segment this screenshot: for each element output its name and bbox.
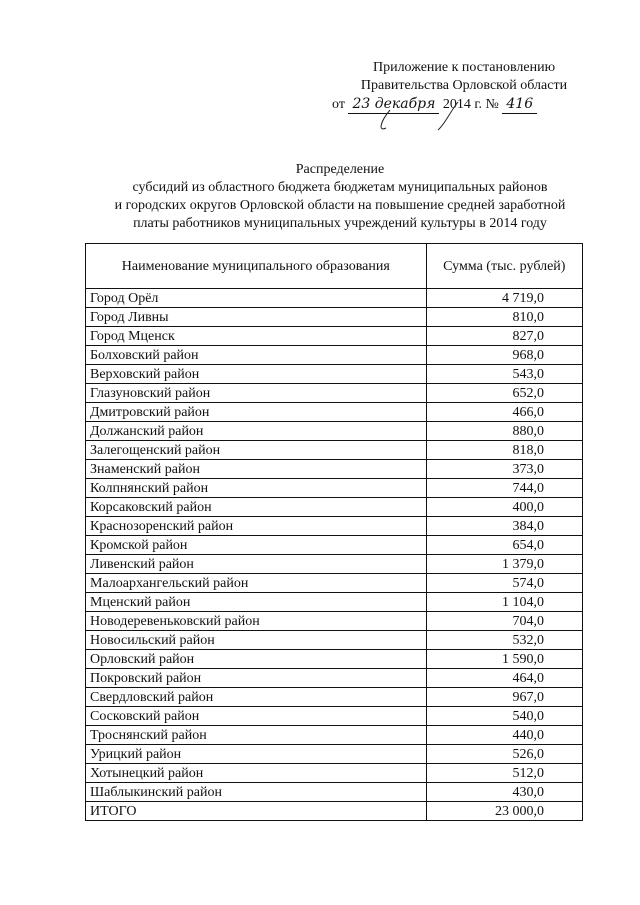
header-number-label: № <box>485 97 499 112</box>
row-name: Залегощенский район <box>86 441 427 460</box>
row-name: Колпнянский район <box>86 479 427 498</box>
table-row <box>86 365 583 384</box>
row-sum: 540,0 <box>426 707 582 726</box>
row-sum: 968,0 <box>426 346 582 365</box>
row-sum: 466,0 <box>426 403 582 422</box>
col-header-name: Наименование муниципального образования <box>86 244 427 289</box>
title-line-1: Распределение <box>295 162 385 177</box>
row-sum: 827,0 <box>426 327 582 346</box>
row-name: Шаблыкинский район <box>86 783 427 802</box>
table-row <box>86 479 583 498</box>
row-sum: 373,0 <box>426 460 582 479</box>
table-row <box>86 574 583 593</box>
row-name: Кромской район <box>86 536 427 555</box>
row-sum: 532,0 <box>426 631 582 650</box>
table-row <box>86 593 583 612</box>
row-name: Знаменский район <box>86 460 427 479</box>
subsidy-table <box>85 243 583 821</box>
row-name: Дмитровский район <box>86 403 427 422</box>
table-row <box>86 441 583 460</box>
row-sum: 810,0 <box>426 308 582 327</box>
table-row <box>86 308 583 327</box>
row-sum: 967,0 <box>426 688 582 707</box>
header-date-line <box>332 95 604 114</box>
header-year: 2014 г. <box>442 97 483 112</box>
total-sum: 23 000,0 <box>426 802 582 821</box>
header-line-1: Приложение к постановлению <box>372 60 556 75</box>
row-sum: 384,0 <box>426 517 582 536</box>
table-row <box>86 517 583 536</box>
table-row <box>86 612 583 631</box>
handwritten-date: 23 декабря <box>348 95 439 114</box>
table-row <box>86 669 583 688</box>
table-row <box>86 631 583 650</box>
row-sum: 4 719,0 <box>426 289 582 308</box>
row-name: Свердловский район <box>86 688 427 707</box>
table-row <box>86 650 583 669</box>
table-row <box>86 783 583 802</box>
row-name: Малоархангельский район <box>86 574 427 593</box>
row-name: Глазуновский район <box>86 384 427 403</box>
title-line-4: платы работников муниципальных учреждений культуры в 2014 году <box>133 216 547 231</box>
row-sum: 654,0 <box>426 536 582 555</box>
row-sum: 704,0 <box>426 612 582 631</box>
table-row <box>86 327 583 346</box>
title-line-2: субсидий из областного бюджета бюджетам муниципальных районов <box>132 180 548 195</box>
row-name: Сосковский район <box>86 707 427 726</box>
col-header-sum: Сумма (тыс. рублей) <box>426 244 582 289</box>
row-sum: 512,0 <box>426 764 582 783</box>
table-total-row <box>86 802 583 821</box>
row-name: Троснянский район <box>86 726 427 745</box>
handwritten-number: 416 <box>502 95 537 114</box>
title-line-3: и городских округов Орловской области на повышение средней заработной <box>114 198 566 213</box>
row-name: Ливенский район <box>86 555 427 574</box>
row-name: Мценский район <box>86 593 427 612</box>
row-sum: 818,0 <box>426 441 582 460</box>
table-row <box>86 460 583 479</box>
row-name: Корсаковский район <box>86 498 427 517</box>
table-header-row <box>86 244 583 289</box>
row-sum: 400,0 <box>426 498 582 517</box>
table-row <box>86 289 583 308</box>
header-line-2: Правительства Орловской области <box>360 78 568 93</box>
row-sum: 526,0 <box>426 745 582 764</box>
table-row <box>86 745 583 764</box>
row-name: Верховский район <box>86 365 427 384</box>
table-row <box>86 726 583 745</box>
table-row <box>86 403 583 422</box>
table-row <box>86 346 583 365</box>
row-sum: 1 379,0 <box>426 555 582 574</box>
row-name: Урицкий район <box>86 745 427 764</box>
row-sum: 574,0 <box>426 574 582 593</box>
table-row <box>86 707 583 726</box>
row-name: Новодеревеньковский район <box>86 612 427 631</box>
row-sum: 1 590,0 <box>426 650 582 669</box>
row-name: Орловский район <box>86 650 427 669</box>
table-row <box>86 384 583 403</box>
table-row <box>86 422 583 441</box>
row-name: Новосильский район <box>86 631 427 650</box>
row-name: Покровский район <box>86 669 427 688</box>
row-sum: 744,0 <box>426 479 582 498</box>
row-name: Город Мценск <box>86 327 427 346</box>
row-sum: 880,0 <box>426 422 582 441</box>
row-name: Болховский район <box>86 346 427 365</box>
table-row <box>86 764 583 783</box>
row-name: Город Орёл <box>86 289 427 308</box>
row-sum: 464,0 <box>426 669 582 688</box>
document-title <box>80 161 600 233</box>
table-row <box>86 555 583 574</box>
table-row <box>86 498 583 517</box>
header-ot: от <box>332 97 345 112</box>
total-label: ИТОГО <box>86 802 427 821</box>
row-sum: 652,0 <box>426 384 582 403</box>
row-sum: 543,0 <box>426 365 582 384</box>
row-name: Должанский район <box>86 422 427 441</box>
table-body <box>86 289 583 802</box>
row-name: Хотынецкий район <box>86 764 427 783</box>
row-sum: 1 104,0 <box>426 593 582 612</box>
row-name: Краснозоренский район <box>86 517 427 536</box>
row-sum: 430,0 <box>426 783 582 802</box>
row-name: Город Ливны <box>86 308 427 327</box>
row-sum: 440,0 <box>426 726 582 745</box>
table-row <box>86 688 583 707</box>
document-header <box>324 59 604 114</box>
table-row <box>86 536 583 555</box>
